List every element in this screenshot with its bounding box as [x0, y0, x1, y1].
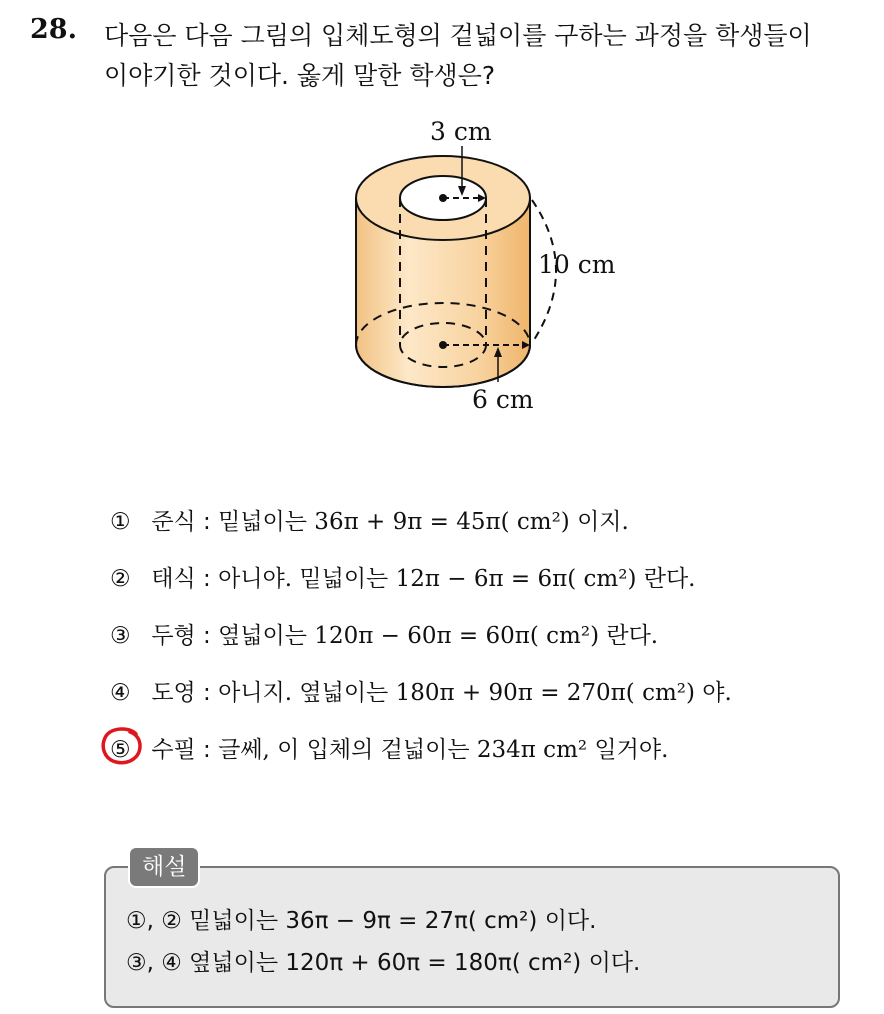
choice-3-number: ③	[110, 623, 131, 649]
solution-line-1: ①, ② 밑넓이는 36π − 9π = 27π( cm²) 이다.	[126, 908, 597, 934]
question-text-line-2: 이야기한 것이다. 옳게 말한 학생은?	[104, 61, 496, 90]
inner-radius-label: 3 cm	[430, 117, 492, 146]
choice-4[interactable]: ④ 도영 : 아니지. 옆넓이는 180π + 90π = 270π( cm²) 야.	[110, 680, 732, 706]
question-text-line-1: 다음은 다음 그림의 입체도형의 겉넓이를 구하는 과정을 학생들이	[104, 21, 812, 50]
choice-5-text: 글쎄, 이 입체의 겉넓이는 234π cm² 일거야.	[218, 737, 669, 763]
choice-2[interactable]: ② 태식 : 아니야. 밑넓이는 12π − 6π = 6π( cm²) 란다.	[110, 566, 696, 592]
choice-5[interactable]: ⑤ 수필 : 글쎄, 이 입체의 겉넓이는 234π cm² 일거야.	[110, 737, 669, 763]
choice-3-student: 두형	[151, 623, 196, 649]
solution-tag: 해설	[128, 846, 200, 888]
hollow-cylinder-figure	[330, 110, 650, 420]
choice-2-number: ②	[110, 566, 131, 592]
answer-mark-circle	[100, 726, 144, 766]
choice-5-student: 수필	[151, 737, 196, 763]
choice-4-number: ④	[110, 680, 131, 706]
choice-5-number: ⑤	[110, 737, 131, 763]
choice-3[interactable]: ③ 두형 : 옆넓이는 120π − 60π = 60π( cm²) 란다.	[110, 623, 659, 649]
choice-1[interactable]: ① 준식 : 밑넓이는 36π + 9π = 45π( cm²) 이지.	[110, 509, 629, 535]
choice-1-text: 밑넓이는 36π + 9π = 45π( cm²) 이지.	[218, 509, 629, 535]
question-number: 28.	[30, 14, 77, 45]
choice-4-student: 도영	[151, 680, 196, 706]
outer-radius-label: 6 cm	[472, 385, 534, 414]
choice-4-text: 아니지. 옆넓이는 180π + 90π = 270π( cm²) 야.	[218, 680, 732, 706]
height-label: 10 cm	[538, 250, 616, 279]
choice-2-student: 태식	[151, 566, 196, 592]
solution-line-2: ③, ④ 옆넓이는 120π + 60π = 180π( cm²) 이다.	[126, 950, 641, 976]
solution-box	[104, 866, 840, 1008]
choice-1-number: ①	[110, 509, 131, 535]
choice-2-text: 아니야. 밑넓이는 12π − 6π = 6π( cm²) 란다.	[218, 566, 696, 592]
choice-1-student: 준식	[151, 509, 196, 535]
choice-3-text: 옆넓이는 120π − 60π = 60π( cm²) 란다.	[218, 623, 659, 649]
